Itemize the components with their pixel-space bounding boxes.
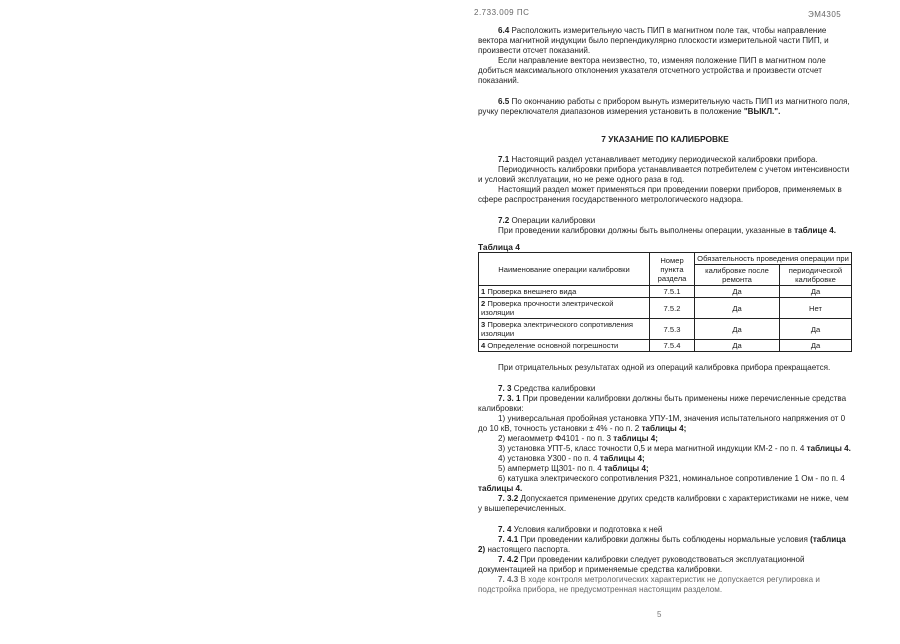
paragraph-text: Настоящий раздел устанавливает методику периодической калибровки прибора. <box>511 155 818 164</box>
paragraph-text: При проведении калибровки должны быть применены ниже перечисленные средства калибровки: <box>478 394 847 413</box>
header-after-repair: калибровке после ремонта <box>695 265 780 286</box>
paragraph-7-2 <box>478 226 852 236</box>
periodic-cell: Да <box>780 340 852 352</box>
table-reference: таблице 4. <box>794 226 836 235</box>
page-number: 5 <box>657 610 662 619</box>
operation-number: 4 <box>481 341 486 350</box>
list-item-text: 5) амперметр Щ301- по п. 4 <box>498 464 602 473</box>
operation-name: Проверка прочности электрической изоляции <box>481 299 614 317</box>
clause-number: 7.1 <box>498 155 510 164</box>
paragraph-6-4-cont: Если направление вектора неизвестно, то, изменяя положение ПИП в магнитном поле добиться максимального отклонения указателя отсчетного устройства и произвести отсчет показаний. <box>478 56 826 85</box>
subsection-title: Условия калибровки и подготовка к ней <box>513 525 663 534</box>
paragraph-bold: "ВЫКЛ.". <box>743 107 781 116</box>
paragraph-7-3-1 <box>478 394 852 414</box>
clause-number: 7. 3.2 <box>498 494 519 503</box>
paragraph-7-4-3 <box>478 575 852 595</box>
clause-number: 7. 3. 1 <box>498 394 521 403</box>
paragraph-7-1-periodicity: Периодичность калибровки прибора устанавливается потребителем с учетом интенсивности и условий эксплуатации, но не реже одного раза в год. <box>478 165 850 184</box>
paragraph-text: При проведении калибровки должны быть выполнены операции, указанные в <box>498 226 792 235</box>
operation-name: Определение основной погрешности <box>487 341 619 350</box>
table-reference: таблицы 4; <box>613 434 658 443</box>
table-4-title: Таблица 4 <box>478 242 520 252</box>
header-clause-number: Номер пункта раздела <box>650 253 695 286</box>
list-item <box>478 474 852 494</box>
list-item <box>478 434 852 444</box>
list-item <box>478 464 852 474</box>
paragraph-text: При проведении калибровки следует руководствоваться эксплуатационной документацией на прибор и применяемые средства калибровки. <box>478 555 805 574</box>
list-item-text: 4) установка У300 - по п. 4 <box>498 454 598 463</box>
clause-number: 7. 3 <box>498 384 512 393</box>
after-repair-cell: Да <box>695 319 780 340</box>
clause-number: 7.2 <box>498 216 510 225</box>
paragraph-text: Расположить измерительную часть ПИП в магнитном поле так, чтобы направление вектора магнитной индукции было перпендикулярно плоскости измерительной части ПИП, и произвести отсчет показаний. <box>478 26 829 55</box>
heading-7-2 <box>478 216 852 226</box>
header-mandatory: Обязательность проведения операции при <box>695 253 852 265</box>
table-row <box>479 286 852 298</box>
table-row <box>479 340 852 352</box>
document-content <box>478 26 852 595</box>
paragraph-text: При проведении калибровки должны быть соблюдены нормальные условия <box>520 535 808 544</box>
after-repair-cell: Да <box>695 340 780 352</box>
table-row <box>479 298 852 319</box>
operation-name: Проверка внешнего вида <box>487 287 577 296</box>
calibration-operations-table <box>478 252 852 352</box>
paragraph-6-5 <box>478 97 852 117</box>
clause-cell: 7.5.4 <box>650 340 695 352</box>
heading-7-3 <box>478 384 852 394</box>
clause-cell: 7.5.1 <box>650 286 695 298</box>
document-code: 2.733.009 ПС <box>474 8 530 17</box>
table-reference: таблицы 4. <box>478 484 523 493</box>
subsection-title: Средства калибровки <box>513 384 596 393</box>
clause-number: 7. 4 <box>498 525 512 534</box>
paragraph-text: По окончанию работы с прибором вынуть измерительную часть ПИП из магнитного поля, ручку переключателя диапазонов измерения установить в положение <box>478 97 850 116</box>
periodic-cell: Да <box>780 319 852 340</box>
clause-number: 7. 4.1 <box>498 535 519 544</box>
operation-name-cell <box>479 340 650 352</box>
list-item-text: 1) универсальная пробойная установка УПУ-1М, значения испытательного напряжения от 0 до 10 кВ, точность установки ± 4% - по п. 2 <box>478 414 846 433</box>
table-reference: таблицы 4; <box>641 424 687 433</box>
operation-name: Проверка электрического сопротивления изоляции <box>481 320 634 338</box>
list-item <box>478 444 852 454</box>
subsection-title: Операции калибровки <box>511 216 596 225</box>
clause-number: 7. 4.3 <box>498 575 519 584</box>
paragraph-7-4-1 <box>478 535 852 555</box>
section-7-heading: 7 УКАЗАНИЕ ПО КАЛИБРОВКЕ <box>601 134 729 144</box>
operation-number: 2 <box>481 299 486 308</box>
header-periodic: периодической калибровке <box>780 265 852 286</box>
paragraph-7-4-2 <box>478 555 852 575</box>
clause-cell: 7.5.2 <box>650 298 695 319</box>
list-item <box>478 414 852 434</box>
periodic-cell: Да <box>780 286 852 298</box>
operation-name-cell <box>479 298 650 319</box>
list-item-text: 3) установка УПТ-5, класс точности 0,5 и мера магнитной индукции КМ-2 - по п. 4 <box>498 444 805 453</box>
list-item-text: 6) катушка электрического сопротивления Р321, номинальное сопротивление 1 Ом - по п. 4 <box>498 474 845 483</box>
paragraph-after-table: При отрицательных результатах одной из операций калибровка прибора прекращается. <box>498 363 831 372</box>
operation-number: 3 <box>481 320 486 329</box>
table-reference: таблицы 4; <box>599 454 645 463</box>
after-repair-cell: Да <box>695 286 780 298</box>
table-row <box>479 319 852 340</box>
clause-cell: 7.5.3 <box>650 319 695 340</box>
heading-7-4 <box>478 525 852 535</box>
clause-number: 7. 4.2 <box>498 555 519 564</box>
paragraph-text: настоящего паспорта. <box>487 545 571 554</box>
table-reference: (таблица 2) <box>478 535 846 554</box>
paragraph-7-3-2 <box>478 494 852 514</box>
operation-name-cell <box>479 319 650 340</box>
paragraph-7-1-scope: Настоящий раздел может применяться при проведении поверки приборов, применяемых в сфере распространения государственного метрологического надзора. <box>478 185 842 204</box>
table-header-row <box>479 253 852 265</box>
document-code-right: ЭМ4305 <box>808 10 842 19</box>
clause-number: 6.4 <box>498 26 510 35</box>
operation-number: 1 <box>481 287 486 296</box>
periodic-cell: Нет <box>780 298 852 319</box>
paragraph-7-1 <box>478 155 852 165</box>
after-repair-cell: Да <box>695 298 780 319</box>
clause-number: 6.5 <box>498 97 510 106</box>
paragraph-6-4 <box>478 26 852 56</box>
paragraph-text: Допускается применение других средств калибровки с характеристиками не ниже, чем у вышеперечисленных. <box>478 494 849 513</box>
table-reference: таблицы 4. <box>806 444 851 453</box>
list-item-text: 2) мегаомметр Ф4101 - по п. 3 <box>498 434 611 443</box>
list-item <box>478 454 852 464</box>
table-reference: таблицы 4; <box>603 464 649 473</box>
operation-name-cell <box>479 286 650 298</box>
paragraph-text: В ходе контроля метрологических характеристик не допускается регулировка и подстройка прибора, не предусмотренная настоящим разделом. <box>478 575 820 594</box>
header-operation-name: Наименование операции калибровки <box>479 253 650 286</box>
